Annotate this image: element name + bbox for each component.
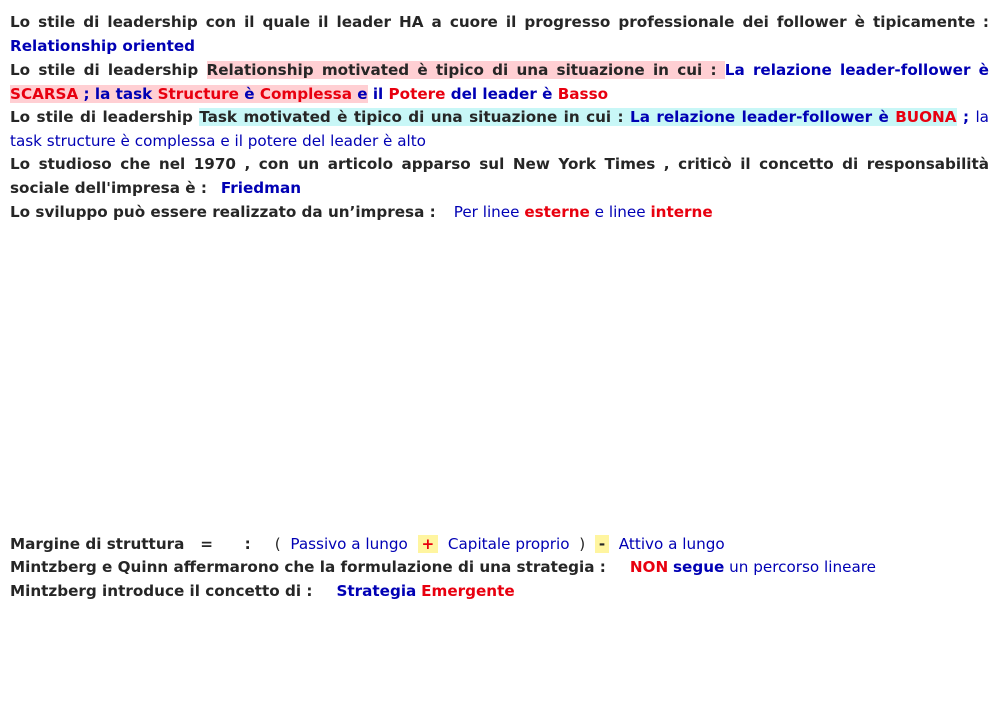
- paragraph-mintzberg-strategia: [10, 580, 989, 604]
- answer-buona: BUONA: [895, 108, 957, 126]
- paragraph-mintzberg-quinn: [10, 556, 989, 580]
- answer-line: [10, 35, 989, 59]
- paragraph-task-motivated: [10, 106, 989, 153]
- answer-complessa: Complessa: [259, 84, 352, 103]
- answer-rest: un percorso lineare: [724, 558, 877, 576]
- answer-separator: ;: [956, 108, 976, 126]
- minus-sign: -: [595, 535, 609, 553]
- paren-close: ): [579, 535, 586, 553]
- paragraph-sviluppo: [10, 201, 989, 225]
- answer-separator: ; la task: [78, 84, 158, 103]
- paragraph-friedman: [10, 153, 989, 200]
- term-capitale-proprio: Capitale proprio: [447, 535, 570, 553]
- question-text: Lo studioso che nel 1970 , con un articolo apparso sul New York Times , criticò il concetto di responsabilità sociale dell'impresa è :: [10, 155, 989, 197]
- answer-rest: la task structure è complessa e il potere del leader è alto: [10, 108, 989, 150]
- answer-segue: segue: [673, 558, 725, 576]
- answer-potere: Potere: [388, 84, 446, 103]
- answer-relationship-oriented: Relationship oriented: [10, 37, 196, 55]
- answer-relation: La relazione leader-follower è: [630, 108, 896, 126]
- answer-scarsa: SCARSA: [10, 84, 79, 103]
- paragraph-relationship-motivated: [10, 59, 989, 106]
- answer-non: NON: [629, 558, 669, 576]
- highlighted-question: Task motivated è tipico di una situazione in cui :: [199, 108, 631, 126]
- answer-esterne: esterne: [524, 203, 590, 221]
- answer-il: il: [367, 84, 389, 103]
- answer-linee-1: Per linee: [453, 203, 525, 221]
- answer-relation: La relazione leader-follower è: [724, 61, 989, 79]
- question-text: Lo stile di leadership con il quale il leader HA a cuore il progresso professionale dei follower è tipicamente: [10, 13, 976, 31]
- question-start: Lo stile di leadership: [10, 108, 200, 126]
- question-start: Lo stile di leadership: [10, 61, 207, 79]
- term-passivo-lungo: Passivo a lungo: [290, 535, 408, 553]
- question-text: Lo sviluppo può essere realizzato da un’impresa :: [10, 203, 436, 221]
- answer-linee-2: e linee: [589, 203, 651, 221]
- plus-sign: +: [418, 535, 439, 553]
- answer-interne: interne: [650, 203, 713, 221]
- question-text: Mintzberg introduce il concetto di :: [10, 582, 313, 600]
- paragraph-leadership-progress: [10, 11, 989, 35]
- formula-label: Margine di struttura = :: [10, 535, 251, 553]
- colon: :: [982, 13, 989, 31]
- highlighted-question: Relationship motivated è tipico di una situazione in cui :: [206, 61, 725, 79]
- question-text: Mintzberg e Quinn affermarono che la formulazione di una strategia :: [10, 558, 606, 576]
- answer-structure: Structure: [157, 84, 239, 103]
- answer-friedman: Friedman: [220, 178, 302, 197]
- term-attivo-lungo: Attivo a lungo: [618, 535, 725, 553]
- answer-and: e: [351, 84, 368, 103]
- answer-emergente: Emergente: [421, 582, 515, 600]
- answer-del-leader: del leader è: [445, 84, 558, 103]
- answer-strategia: Strategia: [336, 582, 417, 600]
- paren-open: (: [274, 535, 281, 553]
- answer-verb: è: [238, 84, 260, 103]
- answer-basso: Basso: [557, 84, 609, 103]
- paragraph-margine-struttura: [10, 533, 989, 557]
